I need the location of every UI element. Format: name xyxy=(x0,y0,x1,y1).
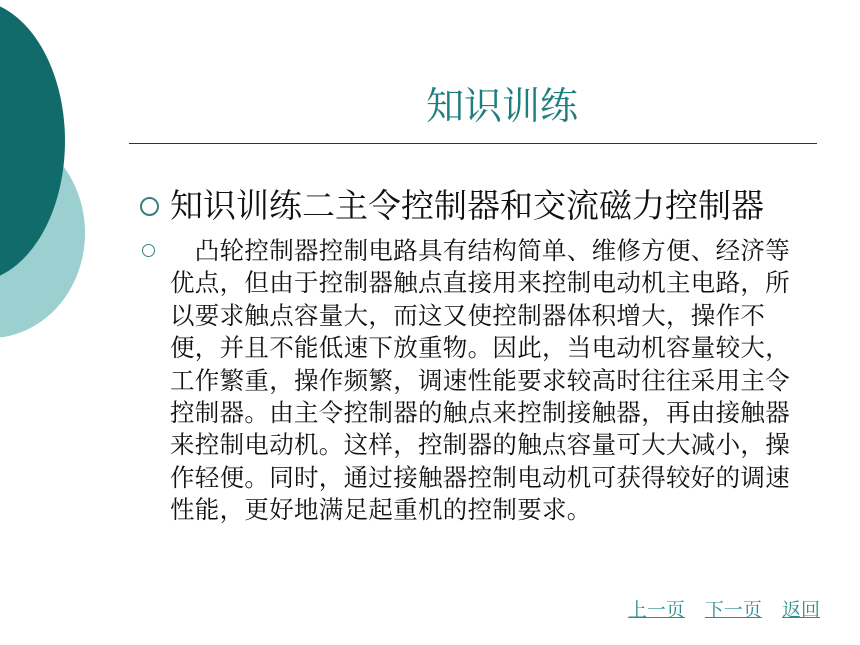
title-divider xyxy=(129,143,817,144)
next-page-link[interactable]: 下一页 xyxy=(704,599,762,621)
slide-title: 知识训练 xyxy=(425,84,578,128)
slide-navigation xyxy=(614,598,820,622)
bullet-text: 凸轮控制器控制电路具有结构简单、维修方便、经济等优点，但由于控制器触点直接用来控制电动机主电路，所以要求触点容量大，而这又使控制器体积增大，操作不便，并且不能低速下放重物。因此，当电动机容量较大，工作繁重，操作频繁，调速性能要求较高时往往采用主令控制器。由主令控制器的触点来控制接触器，再由接触器来控制电动机。这样，控制器的触点容量可大大减小，操作轻便。同时，通过接触器控制电动机可获得较好的调速性能，更好地满足起重机的控制要求。 xyxy=(170,236,790,525)
bullet-circle-icon xyxy=(142,244,155,257)
slide-title-container xyxy=(130,78,816,134)
bullet-circle-icon xyxy=(140,197,159,216)
back-link[interactable]: 返回 xyxy=(781,599,820,621)
prev-page-link[interactable]: 上一页 xyxy=(627,599,685,621)
bullet-text: 知识训练二主令控制器和交流磁力控制器 xyxy=(170,186,764,225)
